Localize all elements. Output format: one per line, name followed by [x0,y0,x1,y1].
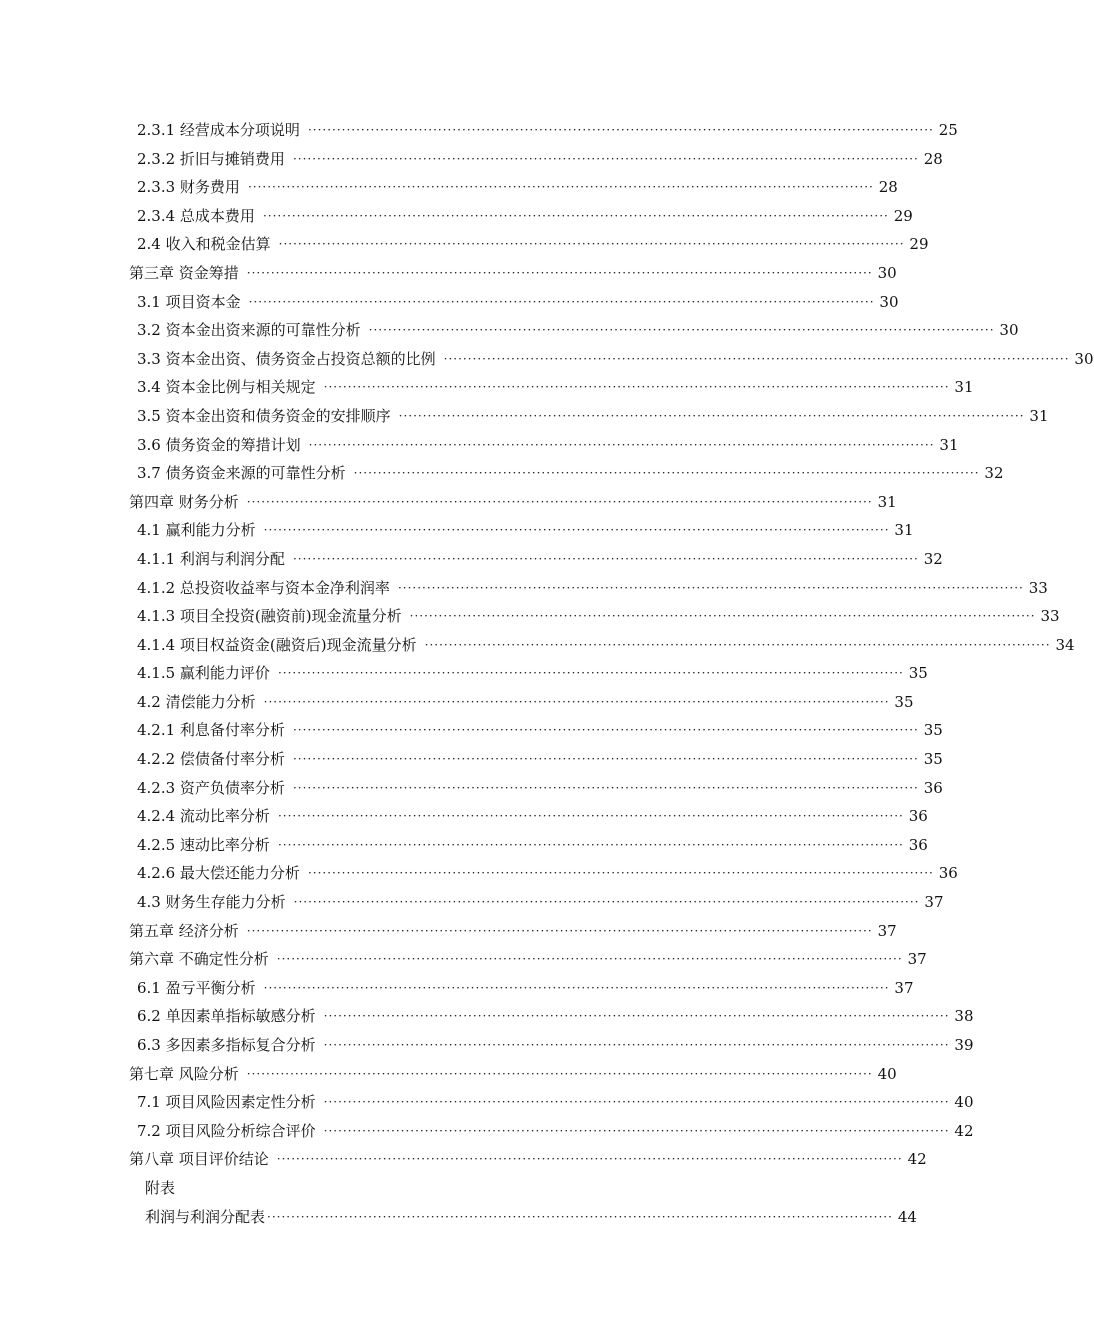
toc-row [0,516,950,545]
toc-leader-dots: ·································································································································· [277,666,904,681]
toc-entry[interactable] [137,230,929,259]
toc-leader-dots: ·································································································································· [278,237,905,252]
toc-leader-dots: ·································································································································· [323,1038,950,1052]
toc-entry-label: 4.2.1 利息备付率分析 [137,721,285,740]
toc-entry[interactable] [137,659,928,688]
toc-entry[interactable] [137,402,1049,431]
toc-entry[interactable] [137,459,1004,488]
toc-leader-dots: ·································································································································· [277,837,904,852]
toc-row [0,602,1060,631]
toc-entry[interactable] [137,1117,974,1146]
toc-page-number: 40 [877,1064,897,1083]
toc-row [0,488,950,517]
toc-page-number: 30 [877,263,897,282]
toc-page-number: 35 [908,664,928,683]
toc-leader-dots: ·································································································································· [368,323,995,338]
toc-entry[interactable] [137,1031,974,1060]
toc-entry-label: 3.3 资本金出资、债务资金占投资总额的比例 [137,349,436,368]
toc-entry[interactable] [137,373,974,402]
toc-page-number: 31 [877,492,897,511]
toc-entry-label: 4.2.5 速动比率分析 [137,835,270,854]
toc-leader-dots: ·································································································································· [292,780,919,795]
toc-entry-label: 2.3.4 总成本费用 [137,206,255,225]
toc-leader-dots: ·································································································································· [262,208,889,223]
toc-entry[interactable] [137,1088,974,1117]
toc-row [0,688,950,717]
toc-page-number: 40 [954,1093,974,1112]
toc-page-number: 44 [897,1207,917,1226]
appendix-heading-row [0,1174,950,1203]
toc-page-number: 42 [907,1150,927,1169]
toc-entry-label: 第六章 不确定性分析 [129,950,269,969]
toc-row [0,831,950,860]
toc-entry-label: 4.1.2 总投资收益率与资本金净利润率 [137,578,390,597]
toc-entry-label: 3.4 资本金比例与相关规定 [137,378,316,397]
toc-page-number: 32 [984,464,1004,483]
toc-leader-dots: ·································································································································· [247,180,874,195]
toc-entry-label: 第三章 资金筹措 [129,263,239,282]
toc-leader-dots: ·································································································································· [246,923,873,938]
toc-leader-dots: ·································································································································· [398,408,1025,423]
toc-entry-label: 3.2 资本金出资来源的可靠性分析 [137,321,361,340]
toc-page-number: 38 [954,1007,974,1026]
toc-entry[interactable] [137,716,943,745]
toc-entry-label: 3.5 资本金出资和债务资金的安排顺序 [137,406,391,425]
toc-page-number: 25 [938,121,958,139]
toc-entry[interactable] [137,631,1075,660]
toc-row [0,1060,950,1089]
toc-row [0,745,950,774]
toc-entry[interactable] [129,945,927,974]
toc-page-number: 31 [939,435,959,454]
toc-page-number: 42 [954,1121,974,1140]
toc-entry[interactable] [137,316,1019,345]
toc-entry-label: 4.2.4 流动比率分析 [137,807,270,826]
toc-entry[interactable] [137,602,1060,631]
toc-entry-label: 4.2.3 资产负债率分析 [137,778,285,797]
toc-page-number: 35 [923,750,943,769]
toc-page-number: 36 [923,778,943,797]
toc-entry[interactable] [137,688,914,717]
toc-entry-label: 3.6 债务资金的筹措计划 [137,435,301,454]
toc-page-number: 32 [923,549,943,568]
toc-page-number: 31 [954,378,974,397]
toc-entry[interactable] [137,888,944,917]
toc-row [0,116,958,145]
toc-entry-label: 利润与利润分配表 [145,1207,266,1226]
toc-leader-dots: ·································································································································· [292,151,919,166]
toc-row [0,259,950,288]
toc-entry[interactable] [137,574,1048,603]
toc-entry[interactable] [137,745,943,774]
toc-entry[interactable] [137,774,943,803]
toc-entry[interactable] [137,345,1094,374]
toc-page-number: 36 [908,807,928,826]
toc-entry-label: 6.2 单因素单指标敏感分析 [137,1007,316,1026]
toc-entry-label: 4.1 赢利能力分析 [137,521,256,540]
toc-row [0,659,950,688]
appendix-heading: 附表 [145,1178,176,1197]
toc-leader-dots: ·································································································································· [263,523,890,538]
toc-leader-dots: ·································································································································· [263,694,890,709]
toc-leader-dots: ·································································································································· [293,895,920,910]
toc-leader-dots: ·································································································································· [267,1209,893,1224]
toc-entry-label: 4.2.6 最大偿还能力分析 [137,864,300,883]
toc-row [0,1145,950,1174]
toc-leader-dots: ·································································································································· [323,1123,950,1138]
toc-leader-dots: ·································································································································· [246,494,873,509]
toc-page-number: 36 [908,835,928,854]
toc-page-number: 29 [909,235,929,254]
toc-entry-label: 2.3.2 折旧与摊销费用 [137,149,285,168]
toc-entry[interactable] [137,145,943,174]
toc-row [0,431,959,460]
toc-row [0,316,1019,345]
toc-entry-label: 4.2.2 偿债备付率分析 [137,750,285,769]
toc-leader-dots: ·································································································································· [248,294,875,309]
toc-entry-label: 2.3.3 财务费用 [137,178,240,197]
toc-leader-dots: ·································································································································· [323,380,950,395]
toc-entry-label: 第八章 项目评价结论 [129,1150,269,1169]
toc-leader-dots: ·································································································································· [276,1152,903,1167]
toc-entry-label: 7.2 项目风险分析综合评价 [137,1121,316,1140]
toc-leader-dots: ·································································································································· [323,1009,950,1024]
toc-leader-dots: ·································································································································· [292,752,919,767]
toc-entry[interactable] [129,917,897,946]
toc-leader-dots: ·································································································································· [323,1095,950,1110]
toc-entry[interactable] [137,202,913,231]
toc-page-number: 37 [894,978,914,997]
toc-row [0,917,950,946]
toc-leader-dots: ·································································································································· [307,123,934,137]
toc-leader-dots: ·································································································································· [246,265,873,280]
toc-leader-dots: ·································································································································· [353,466,980,481]
toc-row [0,145,950,174]
toc-entry[interactable] [137,173,898,202]
toc-entry-label: 4.1.5 赢利能力评价 [137,664,270,683]
toc-row [0,545,950,574]
toc-row [0,802,950,831]
toc-row [0,774,950,803]
toc-page-number: 35 [923,721,943,740]
toc-page-number: 33 [1028,578,1048,597]
toc-leader-dots: ·································································································································· [307,866,934,881]
toc-page-number: 33 [1040,607,1060,626]
toc-entry[interactable] [137,288,899,317]
toc-row [0,288,950,317]
toc-entry-label: 6.3 多因素多指标复合分析 [137,1036,316,1054]
toc-entry-label: 3.7 债务资金来源的可靠性分析 [137,464,346,483]
toc-entry[interactable] [137,116,958,145]
toc-row [0,345,1094,374]
toc-page-number: 30 [999,321,1019,340]
toc-page-number: 39 [954,1036,974,1054]
toc-entry[interactable] [137,516,914,545]
toc-entry-label: 第七章 风险分析 [129,1064,239,1083]
toc-entry-label: 2.4 收入和税金估算 [137,235,271,254]
toc-row [0,230,950,259]
toc-leader-dots: ·································································································································· [276,952,903,967]
toc-row [0,1031,974,1060]
toc-row [0,1088,974,1117]
toc-leader-dots: ·································································································································· [443,351,1070,366]
toc-row [0,974,950,1003]
toc-leader-dots: ·································································································································· [263,980,890,995]
toc-page-number: 30 [1074,349,1094,368]
toc-page-number: 35 [894,692,914,711]
toc-leader-dots: ·································································································································· [246,1066,873,1081]
toc-leader-dots: ·································································································································· [292,551,919,566]
toc-entry[interactable] [129,259,897,288]
toc-entry-label: 4.1.3 项目全投资(融资前)现金流量分析 [137,607,402,626]
toc-page-number: 31 [1029,406,1049,425]
toc-row [0,574,1048,603]
toc-entry-label: 3.1 项目资本金 [137,292,241,311]
toc-page-number: 31 [894,521,914,540]
toc-row [0,631,1075,660]
toc-row [0,173,950,202]
toc-entry[interactable] [137,1002,974,1031]
toc-page-number: 36 [938,864,958,883]
toc-entry[interactable] [137,974,914,1003]
toc-entry-label: 4.3 财务生存能力分析 [137,893,286,912]
toc-leader-dots: ·································································································································· [424,637,1051,652]
toc-row [0,202,950,231]
toc-entry-label: 6.1 盈亏平衡分析 [137,978,256,997]
toc-leader-dots: ·································································································································· [292,723,919,738]
toc-entry-label: 2.3.1 经营成本分项说明 [137,121,300,139]
toc-entry[interactable] [129,488,897,517]
toc-page-number: 37 [924,893,944,912]
toc-leader-dots: ·································································································································· [397,580,1024,595]
toc-page-number: 28 [878,178,898,197]
toc-row [0,888,950,917]
toc-row [0,402,1049,431]
toc-page-number: 37 [907,950,927,969]
toc-entry[interactable] [137,831,928,860]
toc-leader-dots: ·································································································································· [308,437,935,452]
toc-row [0,1203,950,1232]
toc-entry[interactable] [137,802,928,831]
toc-entry[interactable] [129,1145,927,1174]
toc-entry-label: 4.1.4 项目权益资金(融资后)现金流量分析 [137,635,417,654]
toc-entry[interactable] [145,1203,917,1232]
toc-row [0,459,1004,488]
toc-page-number: 30 [879,292,899,311]
toc-entry[interactable] [137,431,959,460]
toc-entry[interactable] [137,859,958,888]
toc-entry-label: 4.2 清偿能力分析 [137,692,256,711]
toc-leader-dots: ·································································································································· [409,609,1036,624]
toc-row [0,373,974,402]
table-of-contents [0,116,1094,1231]
toc-row [0,859,958,888]
toc-page-number: 34 [1055,635,1075,654]
toc-row [0,716,950,745]
toc-entry-label: 第五章 经济分析 [129,921,239,940]
toc-row [0,1117,974,1146]
toc-page-number: 28 [923,149,943,168]
toc-entry[interactable] [137,545,943,574]
toc-page-number: 37 [877,921,897,940]
toc-entry-label: 4.1.1 利润与利润分配 [137,549,285,568]
toc-entry-label: 第四章 财务分析 [129,492,239,511]
toc-page-number: 29 [893,206,913,225]
toc-entry-label: 7.1 项目风险因素定性分析 [137,1093,316,1112]
toc-leader-dots: ·································································································································· [277,809,904,824]
toc-row [0,1002,974,1031]
toc-entry[interactable] [129,1060,897,1089]
toc-row [0,945,950,974]
